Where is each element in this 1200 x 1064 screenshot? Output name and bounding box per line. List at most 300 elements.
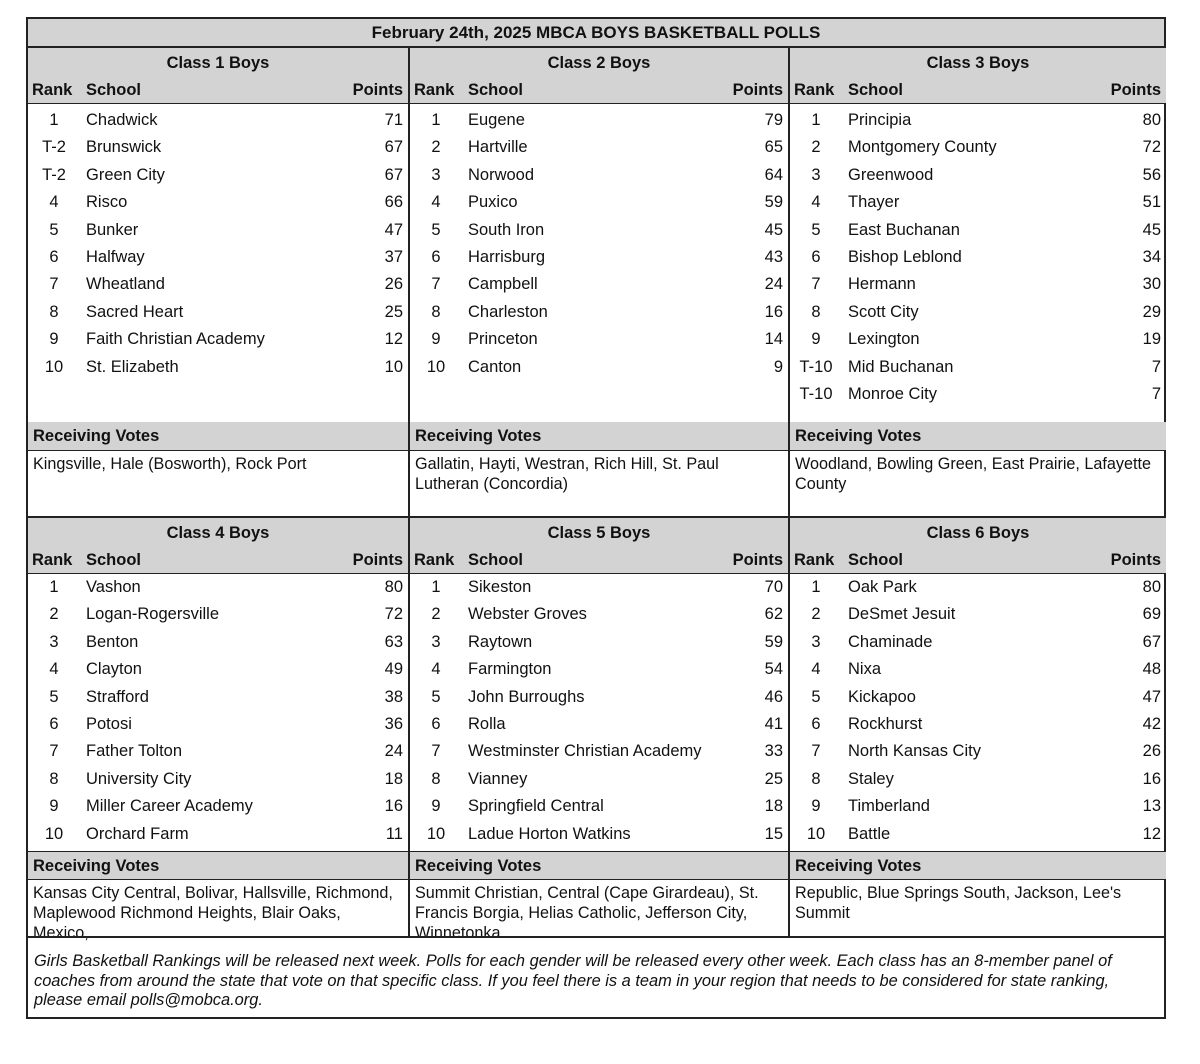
- school-cell: Vianney: [468, 769, 528, 788]
- rank-cell: 6: [811, 714, 821, 733]
- rank-cell: 3: [49, 632, 59, 651]
- points-cell: 79: [764, 111, 783, 129]
- points-cell: 18: [764, 797, 783, 816]
- points-cell: 26: [384, 275, 403, 294]
- rank-cell: T-10: [799, 357, 833, 376]
- ranking-row: [28, 134, 408, 161]
- ranking-row: [410, 217, 788, 244]
- ranking-row: [790, 601, 1166, 628]
- points-cell: 12: [384, 330, 403, 349]
- rank-cell: 8: [811, 302, 821, 321]
- ranking-row: [790, 738, 1166, 765]
- rank-cell: 1: [431, 111, 441, 129]
- points-cell: 69: [1142, 605, 1161, 624]
- rank-cell: 9: [49, 330, 59, 349]
- rank-cell: 8: [811, 769, 821, 788]
- rank-cell: 9: [431, 330, 441, 349]
- rank-column-header: Rank: [32, 81, 73, 99]
- points-cell: 7: [1151, 357, 1161, 376]
- class-panel-5: [408, 516, 788, 942]
- points-cell: 66: [384, 193, 403, 212]
- rank-cell: 9: [431, 797, 441, 816]
- school-cell: Halfway: [86, 247, 145, 266]
- points-cell: 42: [1142, 714, 1161, 733]
- ranking-row: [410, 656, 788, 683]
- school-cell: DeSmet Jesuit: [848, 605, 956, 624]
- class-title: Class 3 Boys: [926, 54, 1030, 72]
- ranking-row: [790, 656, 1166, 683]
- school-cell: Charleston: [468, 302, 548, 321]
- points-cell: 45: [764, 220, 783, 239]
- school-cell: Monroe City: [848, 384, 937, 403]
- ranking-row: [790, 629, 1166, 656]
- ranking-row: [28, 189, 408, 216]
- school-cell: Springfield Central: [468, 797, 604, 816]
- ranking-row: [790, 766, 1166, 793]
- points-cell: 14: [764, 330, 783, 349]
- rankings-list: [28, 574, 408, 848]
- rank-cell: 10: [426, 824, 446, 843]
- rank-cell: T-10: [799, 384, 833, 403]
- school-cell: Strafford: [86, 687, 149, 706]
- points-cell: 11: [385, 824, 403, 843]
- school-cell: John Burroughs: [468, 687, 585, 706]
- rank-cell: 7: [49, 275, 59, 294]
- points-cell: 80: [1142, 578, 1161, 596]
- class-title: Class 1 Boys: [166, 54, 270, 72]
- school-cell: Wheatland: [86, 275, 165, 294]
- class-panel-1: [28, 48, 408, 516]
- ranking-row: [790, 271, 1166, 298]
- points-column-header: Points: [732, 551, 783, 569]
- points-column-header: Points: [732, 81, 783, 99]
- school-cell: Chadwick: [86, 111, 158, 129]
- class-panel-3: [788, 48, 1166, 516]
- rank-column-header: Rank: [794, 551, 835, 569]
- class-header: [790, 518, 1166, 574]
- polls-document: [26, 17, 1166, 1019]
- points-cell: 51: [1142, 193, 1161, 212]
- school-cell: Potosi: [86, 714, 132, 733]
- school-cell: Raytown: [468, 632, 533, 651]
- points-cell: 65: [764, 138, 783, 157]
- school-cell: Mid Buchanan: [848, 357, 954, 376]
- rank-column-header: Rank: [32, 551, 73, 569]
- points-cell: 71: [384, 111, 403, 129]
- school-cell: University City: [86, 769, 192, 788]
- points-cell: 72: [1142, 138, 1161, 157]
- school-cell: Faith Christian Academy: [86, 330, 265, 349]
- school-cell: Princeton: [468, 330, 538, 349]
- points-cell: 7: [1151, 384, 1161, 403]
- points-cell: 46: [764, 687, 783, 706]
- ranking-row: [28, 244, 408, 271]
- points-cell: 18: [384, 769, 403, 788]
- points-cell: 33: [764, 742, 783, 761]
- rank-cell: 6: [431, 247, 441, 266]
- points-cell: 30: [1142, 275, 1161, 294]
- school-cell: Hermann: [848, 275, 916, 294]
- rank-cell: 3: [811, 632, 821, 651]
- ranking-row: [410, 738, 788, 765]
- rank-cell: 7: [811, 742, 821, 761]
- ranking-row: [410, 574, 788, 601]
- points-cell: 63: [384, 632, 403, 651]
- class-panel-2: [408, 48, 788, 516]
- ranking-row: [410, 271, 788, 298]
- points-cell: 59: [764, 193, 783, 212]
- ranking-row: [410, 629, 788, 656]
- school-cell: Staley: [848, 769, 894, 788]
- points-cell: 47: [384, 220, 403, 239]
- ranking-row: [28, 793, 408, 820]
- rank-cell: 6: [811, 247, 821, 266]
- rank-cell: 2: [431, 138, 441, 157]
- points-cell: 12: [1142, 824, 1161, 843]
- points-cell: 24: [764, 275, 783, 294]
- school-column-header: School: [468, 551, 524, 569]
- rank-cell: 4: [49, 660, 59, 679]
- rankings-list: [790, 574, 1166, 848]
- ranking-row: [410, 684, 788, 711]
- rank-cell: 10: [44, 824, 64, 843]
- school-cell: St. Elizabeth: [86, 357, 179, 376]
- points-cell: 80: [384, 578, 403, 596]
- points-cell: 70: [764, 578, 783, 596]
- rank-cell: 9: [811, 330, 821, 349]
- rank-cell: 6: [49, 714, 59, 733]
- school-cell: Orchard Farm: [86, 824, 189, 843]
- ranking-row: [28, 821, 408, 848]
- rank-cell: 3: [431, 632, 441, 651]
- points-cell: 48: [1142, 660, 1161, 679]
- school-column-header: School: [468, 81, 524, 99]
- ranking-row: [410, 766, 788, 793]
- class-panel-6: [788, 516, 1166, 936]
- school-cell: North Kansas City: [848, 742, 981, 761]
- school-cell: Puxico: [468, 193, 518, 212]
- points-cell: 47: [1142, 687, 1161, 706]
- class-title: Class 6 Boys: [926, 524, 1030, 542]
- school-cell: Norwood: [468, 165, 535, 184]
- school-cell: Westminster Christian Academy: [468, 742, 702, 761]
- ranking-row: [28, 656, 408, 683]
- school-cell: Oak Park: [848, 578, 917, 596]
- rank-cell: 2: [811, 605, 821, 624]
- rank-cell: 7: [49, 742, 59, 761]
- ranking-row: [790, 793, 1166, 820]
- points-cell: 19: [1142, 330, 1161, 349]
- points-cell: 29: [1142, 302, 1161, 321]
- school-cell: Benton: [86, 632, 139, 651]
- school-cell: Farmington: [468, 660, 552, 679]
- school-cell: Logan-Rogersville: [86, 605, 219, 624]
- ranking-row: [790, 299, 1166, 326]
- ranking-row: [790, 574, 1166, 601]
- points-cell: 37: [384, 247, 403, 266]
- receiving-votes-text: Summit Christian, Central (Cape Girardeau), St. Francis Borgia, Helias Catholic, Jefferson City, Winnetonka: [415, 884, 759, 942]
- school-cell: Eugene: [468, 111, 525, 129]
- points-cell: 25: [384, 302, 403, 321]
- receiving-votes-text: Woodland, Bowling Green, East Prairie, Lafayette County: [795, 455, 1152, 493]
- ranking-row: [28, 162, 408, 189]
- points-cell: 67: [384, 165, 403, 184]
- class-panel-4: [28, 516, 408, 942]
- receiving-votes-header: Receiving Votes: [410, 851, 788, 880]
- points-cell: 72: [384, 605, 403, 624]
- school-cell: Vashon: [86, 578, 141, 596]
- rank-cell: 2: [431, 605, 441, 624]
- school-cell: South Iron: [468, 220, 545, 239]
- rank-cell: 1: [49, 111, 59, 129]
- rank-cell: 3: [431, 165, 441, 184]
- school-column-header: School: [848, 81, 904, 99]
- rank-cell: 4: [431, 193, 441, 212]
- ranking-row: [410, 326, 788, 353]
- school-cell: Principia: [848, 111, 912, 129]
- points-cell: 54: [764, 660, 783, 679]
- ranking-row: [790, 381, 1166, 408]
- school-cell: Sacred Heart: [86, 302, 184, 321]
- rank-cell: 4: [811, 193, 821, 212]
- rank-cell: 8: [49, 302, 59, 321]
- ranking-row: [410, 821, 788, 848]
- points-cell: 43: [764, 247, 783, 266]
- rankings-list: [790, 107, 1166, 408]
- rank-cell: 2: [811, 138, 821, 157]
- school-cell: East Buchanan: [848, 220, 960, 239]
- rank-cell: 5: [431, 687, 441, 706]
- footer-note: Girls Basketball Rankings will be released next week. Polls for each gender will be released every other week. Each class has an 8-member panel of coaches from around the state that vote on that specific class. If you feel there is a team in your region that needs to be considered for state ranking, please email polls@mobca.org.: [28, 936, 1164, 1019]
- points-cell: 13: [1142, 797, 1161, 816]
- points-cell: 15: [764, 824, 783, 843]
- receiving-votes-text: Gallatin, Hayti, Westran, Rich Hill, St. Paul Lutheran (Concordia): [415, 455, 719, 493]
- school-cell: Green City: [86, 165, 165, 184]
- ranking-row: [28, 711, 408, 738]
- points-cell: 10: [384, 357, 403, 376]
- ranking-row: [28, 271, 408, 298]
- rankings-list: [28, 107, 408, 381]
- school-cell: Bishop Leblond: [848, 247, 962, 266]
- points-cell: 26: [1142, 742, 1161, 761]
- rank-cell: 1: [431, 578, 441, 596]
- class-header: [28, 48, 408, 104]
- ranking-row: [790, 711, 1166, 738]
- school-column-header: School: [86, 81, 142, 99]
- ranking-row: [410, 134, 788, 161]
- ranking-row: [410, 299, 788, 326]
- school-cell: Timberland: [848, 797, 930, 816]
- rank-cell: 5: [811, 687, 821, 706]
- school-cell: Bunker: [86, 220, 139, 239]
- points-cell: 16: [764, 302, 783, 321]
- school-cell: Clayton: [86, 660, 142, 679]
- school-cell: Father Tolton: [86, 742, 183, 761]
- rankings-list: [410, 574, 788, 848]
- ranking-row: [28, 629, 408, 656]
- points-cell: 64: [764, 165, 783, 184]
- ranking-row: [410, 354, 788, 381]
- points-column-header: Points: [1110, 81, 1161, 99]
- ranking-row: [28, 326, 408, 353]
- ranking-row: [410, 711, 788, 738]
- rank-cell: T-2: [42, 138, 66, 157]
- ranking-row: [28, 601, 408, 628]
- school-cell: Ladue Horton Watkins: [468, 824, 631, 843]
- rank-cell: 6: [431, 714, 441, 733]
- points-cell: 36: [384, 714, 403, 733]
- school-cell: Brunswick: [86, 138, 162, 157]
- rank-cell: 1: [811, 111, 821, 129]
- ranking-row: [28, 107, 408, 134]
- ranking-row: [28, 738, 408, 765]
- class-header: [28, 518, 408, 574]
- points-cell: 9: [773, 357, 783, 376]
- rank-cell: 5: [49, 220, 59, 239]
- receiving-votes-header: Receiving Votes: [790, 422, 1166, 451]
- points-cell: 62: [764, 605, 783, 624]
- school-cell: Sikeston: [468, 578, 532, 596]
- school-cell: Scott City: [848, 302, 919, 321]
- class-header: [790, 48, 1166, 104]
- ranking-row: [28, 299, 408, 326]
- points-column-header: Points: [352, 551, 403, 569]
- rank-cell: 8: [49, 769, 59, 788]
- ranking-row: [410, 601, 788, 628]
- school-cell: Battle: [848, 824, 891, 843]
- ranking-row: [410, 793, 788, 820]
- points-cell: 16: [384, 797, 403, 816]
- points-cell: 67: [384, 138, 403, 157]
- rank-cell: 10: [44, 357, 64, 376]
- ranking-row: [790, 107, 1166, 134]
- rank-column-header: Rank: [794, 81, 835, 99]
- ranking-row: [790, 354, 1166, 381]
- points-cell: 49: [384, 660, 403, 679]
- ranking-row: [410, 244, 788, 271]
- points-cell: 16: [1142, 769, 1161, 788]
- rank-cell: 8: [431, 769, 441, 788]
- rank-cell: 9: [811, 797, 821, 816]
- ranking-row: [790, 134, 1166, 161]
- points-cell: 59: [764, 632, 783, 651]
- points-cell: 38: [384, 687, 403, 706]
- school-column-header: School: [86, 551, 142, 569]
- rank-cell: 5: [811, 220, 821, 239]
- school-cell: Canton: [468, 357, 522, 376]
- points-cell: 34: [1142, 247, 1161, 266]
- ranking-row: [28, 684, 408, 711]
- ranking-row: [790, 189, 1166, 216]
- rank-cell: 2: [49, 605, 59, 624]
- ranking-row: [410, 162, 788, 189]
- rank-cell: 4: [431, 660, 441, 679]
- school-cell: Nixa: [848, 660, 882, 679]
- school-cell: Greenwood: [848, 165, 934, 184]
- rank-cell: 5: [49, 687, 59, 706]
- school-cell: Webster Groves: [468, 605, 587, 624]
- ranking-row: [410, 189, 788, 216]
- school-cell: Montgomery County: [848, 138, 997, 157]
- rankings-list: [410, 107, 788, 381]
- class-title: Class 5 Boys: [547, 524, 651, 542]
- class-header: [410, 518, 788, 574]
- ranking-row: [410, 107, 788, 134]
- ranking-row: [28, 766, 408, 793]
- ranking-row: [790, 162, 1166, 189]
- points-cell: 67: [1142, 632, 1161, 651]
- rank-cell: 7: [431, 275, 441, 294]
- receiving-votes-header: Receiving Votes: [28, 851, 408, 880]
- rank-column-header: Rank: [414, 81, 455, 99]
- school-column-header: School: [848, 551, 904, 569]
- school-cell: Harrisburg: [468, 247, 546, 266]
- points-cell: 41: [764, 714, 783, 733]
- school-cell: Hartville: [468, 138, 528, 157]
- ranking-row: [28, 354, 408, 381]
- rank-cell: 10: [806, 824, 826, 843]
- receiving-votes-header: Receiving Votes: [790, 851, 1166, 880]
- rank-column-header: Rank: [414, 551, 455, 569]
- rank-cell: 1: [811, 578, 821, 596]
- rank-cell: 4: [49, 193, 59, 212]
- rank-cell: T-2: [42, 165, 66, 184]
- ranking-row: [790, 684, 1166, 711]
- points-cell: 56: [1142, 165, 1161, 184]
- rank-cell: 7: [811, 275, 821, 294]
- class-title: Class 4 Boys: [166, 524, 270, 542]
- rank-cell: 1: [49, 578, 59, 596]
- rank-cell: 9: [49, 797, 59, 816]
- rank-cell: 4: [811, 660, 821, 679]
- school-cell: Lexington: [848, 330, 920, 349]
- receiving-votes-header: Receiving Votes: [410, 422, 788, 451]
- ranking-row: [28, 217, 408, 244]
- rank-cell: 6: [49, 247, 59, 266]
- page-title: February 24th, 2025 MBCA BOYS BASKETBALL POLLS: [28, 19, 1164, 48]
- rank-cell: 3: [811, 165, 821, 184]
- receiving-votes-text: Kansas City Central, Bolivar, Hallsville, Richmond, Maplewood Richmond Heights, Blair Oaks, Mexico,: [33, 884, 393, 942]
- receiving-votes-text: Kingsville, Hale (Bosworth), Rock Port: [33, 455, 307, 473]
- class-header: [410, 48, 788, 104]
- rank-cell: 10: [426, 357, 446, 376]
- school-cell: Rockhurst: [848, 714, 923, 733]
- school-cell: Kickapoo: [848, 687, 916, 706]
- points-cell: 24: [384, 742, 403, 761]
- receiving-votes-text: Republic, Blue Springs South, Jackson, Lee's Summit: [795, 884, 1122, 922]
- class-title: Class 2 Boys: [547, 54, 651, 72]
- school-cell: Chaminade: [848, 632, 933, 651]
- points-cell: 45: [1142, 220, 1161, 239]
- school-cell: Rolla: [468, 714, 506, 733]
- ranking-row: [790, 217, 1166, 244]
- points-cell: 80: [1142, 111, 1161, 129]
- ranking-row: [790, 244, 1166, 271]
- school-cell: Thayer: [848, 193, 900, 212]
- ranking-row: [28, 574, 408, 601]
- school-cell: Miller Career Academy: [86, 797, 253, 816]
- rank-cell: 8: [431, 302, 441, 321]
- school-cell: Campbell: [468, 275, 538, 294]
- ranking-row: [790, 326, 1166, 353]
- school-cell: Risco: [86, 193, 128, 212]
- receiving-votes-header: Receiving Votes: [28, 422, 408, 451]
- ranking-row: [790, 821, 1166, 848]
- rank-cell: 5: [431, 220, 441, 239]
- points-column-header: Points: [1110, 551, 1161, 569]
- points-cell: 25: [764, 769, 783, 788]
- points-column-header: Points: [352, 81, 403, 99]
